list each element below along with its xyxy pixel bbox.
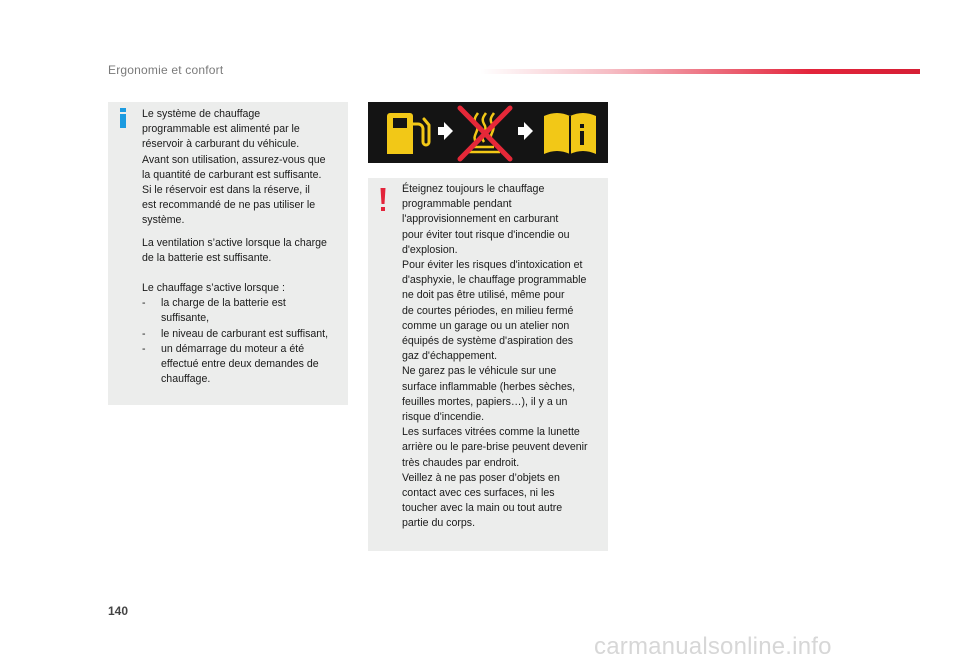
info-text xyxy=(142,107,342,387)
header-accent-rule xyxy=(480,69,920,74)
info-icon xyxy=(118,108,128,128)
info-paragraph-2: La ventilation s’active lorsque la charge de la batterie est suffisante. xyxy=(142,236,327,264)
refuel-pictogram xyxy=(368,102,608,163)
list-item: - un démarrage du moteur a été effectué entre deux demandes de chauffage. xyxy=(142,342,319,386)
page-number: 140 xyxy=(108,604,129,618)
watermark: carmanualsonline.info xyxy=(594,633,832,660)
crossed-heating-icon xyxy=(460,108,510,159)
exclamation-icon xyxy=(378,188,388,212)
conditions-list xyxy=(142,296,342,387)
info-paragraph-3: Le chauffage s’active lorsque : xyxy=(142,282,285,295)
arrow-right-icon xyxy=(438,122,453,140)
info-paragraph-1: Le système de chauffage programmable est alimenté par le réservoir à carburant du véhicule. Avant son utilisation, assurez-vous que la quantité de carburant est suffisante. Si le réservoir est dans la réserve, il est recommandé de ne pas utiliser le système. xyxy=(142,108,326,227)
section-title: Ergonomie et confort xyxy=(108,63,224,77)
list-item: - la charge de la batterie est suffisante, xyxy=(142,297,286,325)
warning-box xyxy=(368,178,608,551)
arrow-right-icon xyxy=(518,122,533,140)
fuel-pump-icon xyxy=(387,113,429,154)
manual-book-icon xyxy=(544,113,596,154)
info-box xyxy=(108,102,348,405)
warning-paragraph: Éteignez toujours le chauffage programmable pendant l'approvisionnement en carburant pour éviter tout risque d'incendie ou d'explosion. Pour éviter les risques d'intoxication et d'asphyxie, le chauffage programmable ne doit pas être utilisé, même pour de courtes périodes, en milieu fermé comme un garage ou un atelier non équipés de système d'aspiration des gaz d'échappement. Ne garez pas le véhicule sur une surface inflammable (herbes sèches, feuilles mortes, papiers…), il y a un risque d'incendie. Les surfaces vitrées comme la lunette arrière ou le pare-brise peuvent devenir très chaudes par endroit. Veillez à ne pas poser d’objets en contact avec ces surfaces, ni les toucher avec la main ou tout autre partie du corps. xyxy=(402,183,588,530)
list-item: - le niveau de carburant est suffisant, xyxy=(142,327,329,340)
warning-text xyxy=(402,182,602,532)
